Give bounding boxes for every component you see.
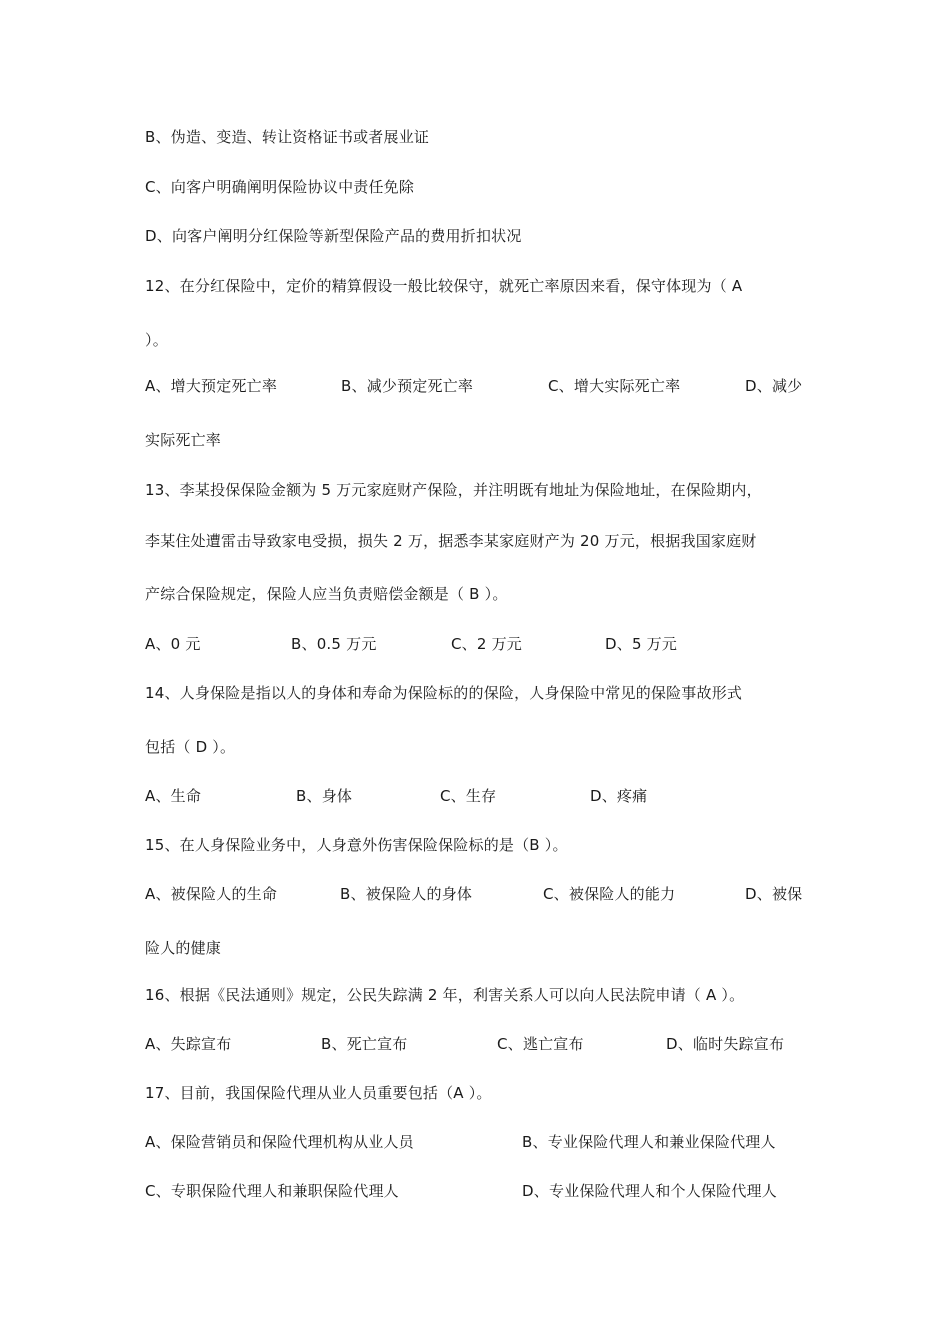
q11-option-c: C、向客户明确阐明保险协议中责任免除 xyxy=(145,178,415,196)
q12-text-line1: 12、在分红保险中，定价的精算假设一般比较保守，就死亡率原因来看，保守体现为（ A xyxy=(145,277,743,295)
q14-text-line2: 包括（ D ）。 xyxy=(145,738,236,756)
q12-text-line2: ）。 xyxy=(145,331,168,349)
q15-option-b: B、被保险人的身体 xyxy=(340,885,473,903)
q11-option-b: B、伪造、变造、转让资格证书或者展业证 xyxy=(145,128,430,146)
q16-option-a: A、失踪宣布 xyxy=(145,1035,232,1053)
q15-option-a: A、被保险人的生命 xyxy=(145,885,278,903)
q13-option-d: D、5 万元 xyxy=(605,635,678,653)
q14-option-d: D、疼痛 xyxy=(590,787,648,805)
q16-text: 16、根据《民法通则》规定，公民失踪满 2 年，利害关系人可以向人民法院申请（ A ）。 xyxy=(145,986,745,1004)
q14-option-a: A、生命 xyxy=(145,787,202,805)
q11-option-d: D、向客户阐明分红保险等新型保险产品的费用折扣状况 xyxy=(145,227,522,245)
q17-text: 17、目前，我国保险代理从业人员重要包括（A ）。 xyxy=(145,1084,492,1102)
q17-option-c: C、专职保险代理人和兼职保险代理人 xyxy=(145,1182,399,1200)
q12-option-a: A、增大预定死亡率 xyxy=(145,377,278,395)
q12-option-c: C、增大实际死亡率 xyxy=(548,377,681,395)
q14-option-c: C、生存 xyxy=(440,787,497,805)
q13-option-c: C、2 万元 xyxy=(451,635,522,653)
q17-option-b: B、专业保险代理人和兼业保险代理人 xyxy=(522,1133,776,1151)
q17-option-d: D、专业保险代理人和个人保险代理人 xyxy=(522,1182,777,1200)
q12-option-d-cont: 实际死亡率 xyxy=(145,431,222,449)
q16-option-b: B、死亡宣布 xyxy=(321,1035,408,1053)
q14-text-line1: 14、人身保险是指以人的身体和寿命为保险标的的保险，人身保险中常见的保险事故形式 xyxy=(145,684,743,702)
q12-option-d: D、减少 xyxy=(745,377,803,395)
q13-text-line2: 李某住处遭雷击导致家电受损，损失 2 万，据悉李某家庭财产为 20 万元，根据我国家庭财 xyxy=(145,532,757,550)
q12-option-b: B、减少预定死亡率 xyxy=(341,377,474,395)
q17-option-a: A、保险营销员和保险代理机构从业人员 xyxy=(145,1133,414,1151)
q15-option-d: D、被保 xyxy=(745,885,803,903)
q15-option-d-cont: 险人的健康 xyxy=(145,939,222,957)
q13-option-a: A、0 元 xyxy=(145,635,201,653)
q16-option-d: D、临时失踪宣布 xyxy=(666,1035,785,1053)
q13-text-line1: 13、李某投保保险金额为 5 万元家庭财产保险，并注明既有地址为保险地址，在保险期内， xyxy=(145,481,762,499)
q15-option-c: C、被保险人的能力 xyxy=(543,885,676,903)
q14-option-b: B、身体 xyxy=(296,787,353,805)
q16-option-c: C、逃亡宣布 xyxy=(497,1035,584,1053)
q13-option-b: B、0.5 万元 xyxy=(291,635,377,653)
q13-text-line3: 产综合保险规定，保险人应当负责赔偿金额是（ B ）。 xyxy=(145,585,508,603)
q15-text: 15、在人身保险业务中，人身意外伤害保险保险标的是（B ）。 xyxy=(145,836,568,854)
